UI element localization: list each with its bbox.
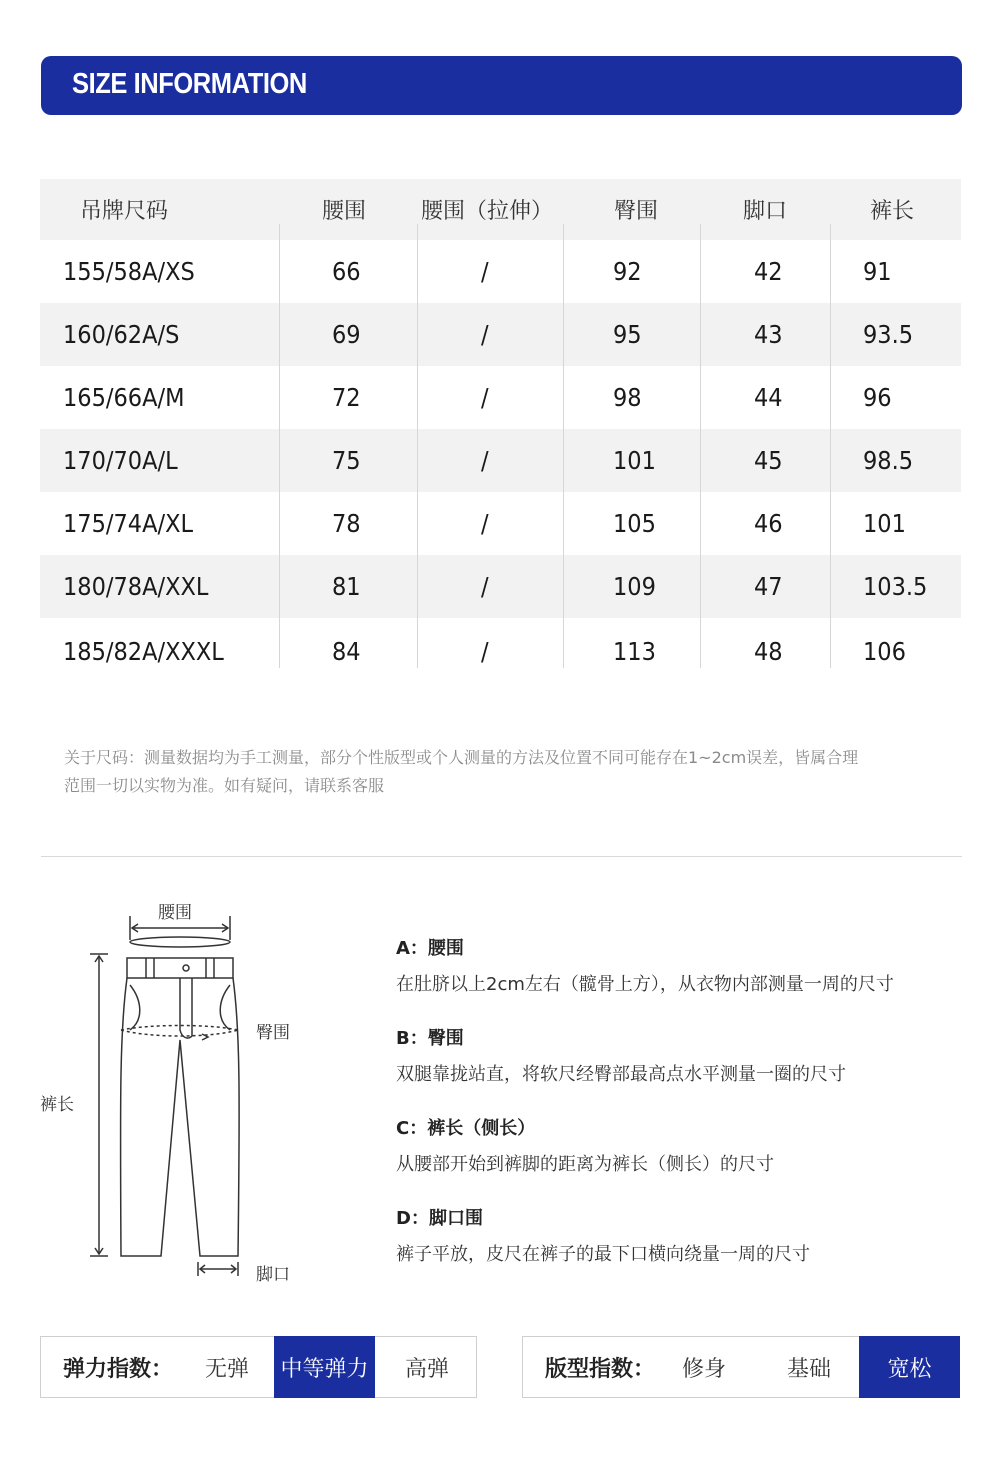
elasticity-option-none: 无弹 <box>204 1356 249 1382</box>
desc-hip <box>396 1024 976 1086</box>
cell-waist-stretch: / <box>481 446 489 475</box>
fit-label: 版型指数： <box>545 1356 656 1382</box>
elasticity-index <box>40 1336 477 1398</box>
cell-hem: 46 <box>754 509 783 538</box>
cell-hem: 47 <box>754 572 783 601</box>
table-row <box>40 555 961 618</box>
cell-waist-stretch: / <box>481 572 489 601</box>
cell-tag-size: 170/70A/L <box>63 446 178 475</box>
column-divider <box>417 224 418 668</box>
header-tag-size: 吊牌尺码 <box>80 199 169 224</box>
cell-hem: 45 <box>754 446 783 475</box>
cell-hip: 109 <box>613 572 656 601</box>
cell-tag-size: 185/82A/XXXL <box>63 636 224 666</box>
cell-length: 103.5 <box>863 572 928 601</box>
cell-tag-size: 175/74A/XL <box>63 509 194 538</box>
desc-waist-body: 在肚脐以上2cm左右（髋骨上方），从衣物内部测量一周的尺寸 <box>396 974 894 995</box>
cell-waist: 81 <box>332 572 361 601</box>
cell-length: 93.5 <box>863 320 914 349</box>
cell-waist: 78 <box>332 509 361 538</box>
desc-hem-title: D：脚口围 <box>396 1208 483 1229</box>
header-length: 裤长 <box>870 199 915 224</box>
cell-tag-size: 165/66A/M <box>63 383 185 412</box>
cell-hip: 92 <box>613 257 642 286</box>
hem-label: 脚口 <box>256 1265 290 1285</box>
fit-option-regular: 基础 <box>786 1356 831 1382</box>
cell-waist: 66 <box>332 257 361 286</box>
desc-hem <box>396 1204 976 1266</box>
desc-waist <box>396 934 976 996</box>
column-divider <box>830 224 831 668</box>
cell-waist: 72 <box>332 383 361 412</box>
cell-tag-size: 160/62A/S <box>63 320 180 349</box>
cell-waist: 69 <box>332 320 361 349</box>
pants-measurement-diagram <box>30 890 330 1290</box>
desc-waist-title: A：腰围 <box>396 938 464 959</box>
cell-length: 91 <box>863 257 892 286</box>
cell-waist-stretch: / <box>481 636 489 666</box>
cell-hem: 44 <box>754 383 783 412</box>
note-line-2: 范围一切以实物为准。如有疑问，请联系客服 <box>64 776 385 795</box>
column-divider <box>279 224 280 668</box>
table-row <box>40 492 961 555</box>
table-row <box>40 366 961 429</box>
cell-length: 101 <box>863 509 906 538</box>
fit-option-slim: 修身 <box>681 1356 726 1382</box>
note-line-1: 关于尺码：测量数据均为手工测量，部分个性版型或个人测量的方法及位置不同可能存在1~2cm误差，皆属合理 <box>64 748 859 767</box>
cell-hip: 105 <box>613 509 656 538</box>
cell-hem: 43 <box>754 320 783 349</box>
elasticity-option-medium: 中等弹力 <box>274 1336 375 1398</box>
header-waist: 腰围 <box>322 199 367 224</box>
desc-hip-title: B：臀围 <box>396 1028 464 1049</box>
table-row <box>40 429 961 492</box>
header-hip: 臀围 <box>614 199 659 224</box>
cell-waist-stretch: / <box>481 257 489 286</box>
cell-length: 98.5 <box>863 446 914 475</box>
cell-waist: 84 <box>332 636 361 666</box>
desc-hip-body: 双腿靠拢站直，将软尺经臀部最高点水平测量一圈的尺寸 <box>396 1064 846 1085</box>
size-note <box>64 744 964 800</box>
cell-waist-stretch: / <box>481 509 489 538</box>
elasticity-label: 弹力指数： <box>63 1356 174 1382</box>
header-hem: 脚口 <box>743 199 788 224</box>
cell-tag-size: 155/58A/XS <box>63 257 195 286</box>
waist-label: 腰围 <box>158 903 192 923</box>
pants-illustration <box>30 890 330 1290</box>
cell-waist-stretch: / <box>481 320 489 349</box>
desc-length <box>396 1114 976 1176</box>
table-row <box>40 240 961 303</box>
length-label: 裤长 <box>40 1095 74 1115</box>
cell-length: 96 <box>863 383 892 412</box>
cell-hem: 48 <box>754 636 783 666</box>
section-divider <box>41 856 962 857</box>
table-row <box>40 618 961 668</box>
table-row <box>40 303 961 366</box>
banner-title: SIZE INFORMATION <box>72 68 307 100</box>
table-header-row <box>40 179 961 240</box>
fit-option-loose: 宽松 <box>859 1336 960 1398</box>
cell-tag-size: 180/78A/XXL <box>63 572 209 601</box>
header-waist-stretch: 腰围（拉伸） <box>421 199 554 224</box>
hip-label: 臀围 <box>256 1023 290 1043</box>
cell-length: 106 <box>863 636 906 666</box>
desc-hem-body: 裤子平放，皮尺在裤子的最下口横向绕量一周的尺寸 <box>396 1244 810 1265</box>
cell-hip: 95 <box>613 320 642 349</box>
cell-waist-stretch: / <box>481 383 489 412</box>
cell-hem: 42 <box>754 257 783 286</box>
size-table <box>40 179 961 668</box>
cell-hip: 101 <box>613 446 656 475</box>
column-divider <box>563 224 564 668</box>
cell-hip: 98 <box>613 383 642 412</box>
cell-hip: 113 <box>613 636 656 666</box>
column-divider <box>700 224 701 668</box>
fit-index <box>522 1336 959 1398</box>
elasticity-option-high: 高弹 <box>404 1356 449 1382</box>
desc-length-title: C：裤长（侧长） <box>396 1118 536 1139</box>
cell-waist: 75 <box>332 446 361 475</box>
size-info-banner <box>41 56 962 115</box>
desc-length-body: 从腰部开始到裤脚的距离为裤长（侧长）的尺寸 <box>396 1154 774 1175</box>
